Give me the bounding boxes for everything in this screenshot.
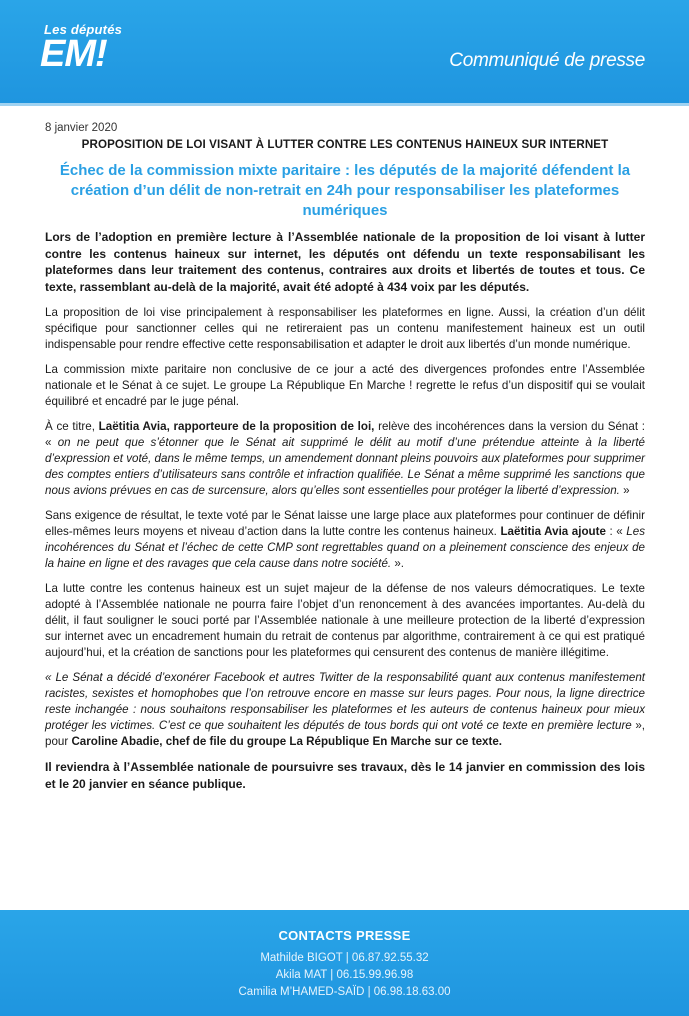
contact-item: Camilia M’HAMED-SAÏD | 06.98.18.63.00 (238, 986, 451, 998)
paragraph-5: La lutte contre les contenus haineux est un sujet majeur de la défense de nos valeurs démocratiques. Le texte adopté à l’Assemblée nationale ne pourra faire l’objet d’un renoncement à des avancées importantes. Au-delà du délit, il faut souligner le souci porté par l’Assemblée nationale à une meilleure protection de la liberté d’expression sur internet avec un encadrement humain du retrait de contenus par algorithme, contrairement à ce qui est pratiqué aujourd’hui, et la création de sanctions pour les plateformes qui censurent des contenus de manière illégitime. (45, 582, 645, 659)
p4-text: : « (605, 525, 627, 538)
p4-speaker: Laëtitia Avia ajoute (500, 525, 606, 538)
p6-speaker: Caroline Abadie, chef de file du groupe La République En Marche sur ce texte. (71, 735, 502, 748)
paragraph-2: La commission mixte paritaire non conclusive de ce jour a acté des divergences profondes entre l’Assemblée nationale et le Sénat à ce sujet. Le groupe La République En Marche ! regrette le refus d’un dispositif qui se voulait équilibré et encadré par le juge pénal. (45, 363, 645, 408)
lead-paragraph: Lors de l’adoption en première lecture à l’Assemblée nationale de la proposition de loi visant à lutter contre les contenus haineux sur internet, les députés ont défendu un texte responsabilisant les plateformes dans leur traitement des contenus, contraires aux droits et libertés de toutes et tous. Ce texte, rassemblant au-delà de la majorité, avait été adopté à 434 voix par les députés. (45, 230, 645, 294)
p3-quote: on ne peut que s’étonner que le Sénat ait supprimé le délit au motif d’une prétendue atteinte à la liberté d’expression et voté, dans le même temps, un amendement donnant pleins pouvoirs aux plateformes pour supprimer des comptes entiers d’utilisateurs sans contrôle et infraction qualifiée. Le Sénat a même supprimé les sanctions que nous avions prévues en cas de surcensure, alors qu’elles sont essentielles pour protéger la liberté d’expression. (45, 436, 645, 497)
logo-wordmark: EM! (40, 33, 107, 75)
closing-paragraph: Il reviendra à l’Assemblée nationale de poursuivre ses travaux, dès le 14 janvier en commission des lois et le 20 janvier en séance publique. (45, 760, 645, 791)
contacts-list (0, 950, 689, 1001)
headline: Échec de la commission mixte paritaire : les députés de la majorité défendent la création d’un délit de non-retrait en 24h pour responsabiliser les plateformes numériques (59, 162, 631, 219)
document-body (45, 122, 645, 802)
p4-text: Sans exigence de résultat, le texte voté par le Sénat laisse une large place aux plateformes pour continuer de définir elles-mêmes leurs moyens et niveau d’action dans la lutte contre les contenus haineux. (45, 509, 645, 538)
release-date: 8 janvier 2020 (45, 122, 118, 134)
p6-text: », pour (45, 719, 645, 748)
contact-item: Akila MAT | 06.15.99.96.98 (275, 969, 414, 981)
p4-quote: Les incohérences du Sénat et l’échec de cette CMP sont regrettables quand on a pleinement conscience des enjeux de la haine en ligne et des ravages que cela cause dans notre société. (45, 525, 645, 570)
logo (40, 22, 123, 75)
contacts-title: CONTACTS PRESSE (278, 928, 411, 943)
p6-quote: « Le Sénat a décidé d’exonérer Facebook et autres Twitter de la responsabilité quant aux contenus manifestement racistes, sexistes et homophobes que l’on retrouve encore en masse sur leurs pages. Pour nous, la ligne directrice reste inchangée : nous souhaitons responsabiliser les plateformes et les auteurs de contenus haineux pour mieux protéger les victimes. C’est ce que souhaitent les députés de tous bords qui ont voté ce texte en première lecture (45, 671, 645, 732)
header-banner (0, 0, 689, 106)
p3-text: relève des incohérences dans la version du Sénat : « (45, 420, 645, 449)
p3-speaker: Laëtitia Avia, rapporteure de la proposition de loi, (98, 420, 375, 433)
p3-text: À ce titre, (45, 420, 99, 433)
p3-text: » (619, 484, 630, 497)
press-release-label: Communiqué de presse (449, 50, 645, 71)
paragraph-3 (45, 419, 645, 499)
contact-item: Mathilde BIGOT | 06.87.92.55.32 (260, 952, 429, 964)
p4-text: ». (391, 557, 405, 570)
paragraph-4 (45, 508, 645, 572)
footer-banner (0, 910, 689, 1016)
logo-subtitle: Les députés (44, 22, 123, 37)
paragraph-1: La proposition de loi vise principalement à responsabiliser les plateformes en ligne. Aussi, la création d’un délit spécifique pour sanctionner celles qui ne retireraient pas un contenu manifestement haineux est un outil indispensable pour rendre effective cette responsabilisation et adapter le droit aux libertés d’un monde numérique. (45, 306, 645, 351)
paragraph-6 (45, 670, 645, 750)
kicker-heading: PROPOSITION DE LOI VISANT À LUTTER CONTRE LES CONTENUS HAINEUX SUR INTERNET (81, 138, 609, 151)
